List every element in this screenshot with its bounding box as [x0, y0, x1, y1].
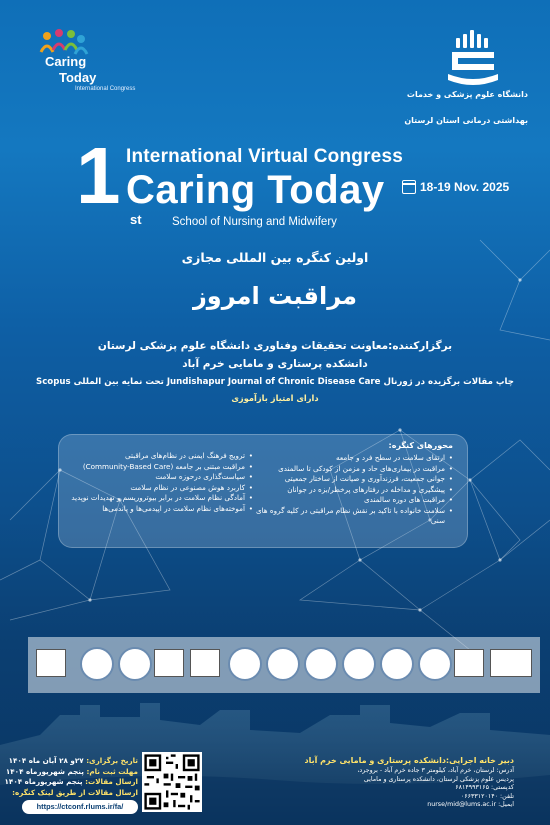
date-row-held [8, 756, 138, 767]
contact-line: پردیس علوم پزشکی لرستان، دانشکده پرستاری و مامایی [363, 775, 514, 783]
date-value: ۲۷و ۲۸ آبان ماه ۱۴۰۴ [8, 756, 84, 765]
topic-item: • مراقبت در بیماری‌های حاد و مزمن از کودکی تا سالمندی [253, 464, 453, 475]
partner-logo [36, 649, 66, 677]
topic-item: • آموخته‌های نظام سلامت در اپیدمی‌ها و پاندمی‌ها [63, 504, 253, 515]
university-name-line1: دانشگاه علوم پزشکی و خدمات [406, 90, 528, 99]
partner-logo [304, 647, 338, 681]
organizer-line: برگزارکننده:معاونت تحقیقات وفناوری دانشگاه علوم پزشکی لرستان [97, 340, 453, 352]
partner-logo [154, 649, 184, 677]
topics-column-left [63, 451, 253, 514]
qr-code[interactable] [142, 752, 202, 812]
partner-logo [228, 647, 262, 681]
congress-url-link[interactable]: https://ctconf.rlums.ir/fa/ [22, 800, 138, 814]
date-value: پنجم شهریورماه ۱۴۰۴ [4, 777, 83, 786]
logo-word-caring: Caring [45, 54, 87, 69]
topic-item: • سیاست‌گذاری درحوزه سلامت [63, 472, 253, 483]
partner-logo [266, 647, 300, 681]
topic-item: • سلامت خانواده با تاکید بر نقش نظام مراقبتی در کلیه گروه های سنی [253, 506, 453, 527]
date-label: تاریخ برگزاری: [86, 756, 138, 765]
date-label: مهلت ثبت نام: [86, 766, 138, 776]
partner-logo [490, 649, 532, 677]
secretariat-heading: دبیر خانه اجرایی:دانشکده پرستاری و مامایی خرم آباد [304, 756, 514, 765]
congress-title-en: Caring Today [126, 168, 385, 212]
topic-item: • کاربرد هوش مصنوعی در نظام سلامت [63, 483, 253, 494]
logo-subtitle: International Congress [75, 86, 136, 92]
journal-publication-line: چاپ مقالات برگزیده در ژورنال Jundishapur Journal of Chronic Disease Care تحت نمایه بین المللی Scopus [36, 377, 514, 387]
congress-topics-box [58, 434, 468, 548]
partner-logo [118, 647, 152, 681]
date-row-submission [4, 777, 138, 788]
congress-title-fa: مراقبت امروز [192, 282, 358, 310]
ordinal-suffix: st [130, 212, 142, 227]
topic-item: • جوانی جمعیت، فرزندآوری و صیانت از ساختار جمعیتی [253, 474, 453, 485]
topic-item: • مراقبت های دوره سالمندی [253, 495, 453, 506]
topic-item: • ارتقای سلامت در سطح فرد و جامعه [253, 453, 453, 464]
secretariat-contact [304, 756, 514, 810]
contact-line: کدپستی: ۶۸۱۴۹۹۳۱۶۵ [455, 784, 514, 792]
date-value: پنجم شهریورماه ۱۴۰۴ [5, 766, 84, 776]
cme-credit-line: دارای امتیاز بازآموزی [231, 393, 319, 403]
partner-logo [418, 647, 452, 681]
organizer-school-line: دانشکده پرستاری و مامایی خرم آباد [182, 358, 368, 370]
congress-type-fa: اولین کنگره بین المللی مجازی [181, 250, 369, 265]
calendar-icon [402, 180, 416, 194]
contact-line: تلفن: ۰۶۶۳۳۱۲۰۱۴۰ [460, 792, 514, 800]
school-name-en: School of Nursing and Midwifery [172, 216, 337, 228]
contact-line: آدرس: لرستان، خرم آباد، کیلومتر ۳ جاده خرم آباد - بروجرد، [357, 767, 514, 774]
congress-date-text: 18-19 Nov. 2025 [420, 180, 510, 194]
topic-item: • مراقبت مبتنی بر جامعه (Community-Based Care) [63, 462, 253, 473]
logo-word-today: Today [59, 70, 97, 85]
partner-logo [80, 647, 114, 681]
date-label: ارسال مقالات: [85, 777, 138, 786]
congress-type-heading: International Virtual Congress [126, 146, 403, 167]
important-dates [4, 756, 138, 798]
partner-logo [342, 647, 376, 681]
topic-item: • آمادگی نظام سلامت در برابر بیوتروریسم و تهدیدات نوپدید [63, 493, 253, 504]
topic-item: • ترویج فرهنگ ایمنی در نظام‌های مراقبتی [63, 451, 253, 462]
topics-column-right [253, 453, 453, 527]
partner-logo [190, 649, 220, 677]
university-name-line2: بهداشتی درمانی استان لرستان [404, 116, 528, 125]
ordinal-number: 1 [76, 131, 121, 220]
submission-link-label: ارسال مقالات از طریق لینک کنگره: [12, 787, 138, 797]
contact-line: ایمیل: nurse/mid@lums.ac.ir [427, 801, 514, 809]
topics-title: محورهای کنگره: [388, 441, 453, 450]
partner-logo [454, 649, 484, 677]
partner-logo [380, 647, 414, 681]
partner-logos-strip [28, 637, 540, 693]
caring-today-logo [25, 28, 135, 96]
congress-date [402, 180, 509, 194]
topic-item: • پیشگیری و مداخله در رفتارهای پرخطر/بزه در جوانان [253, 485, 453, 496]
date-row-registration [5, 766, 138, 778]
